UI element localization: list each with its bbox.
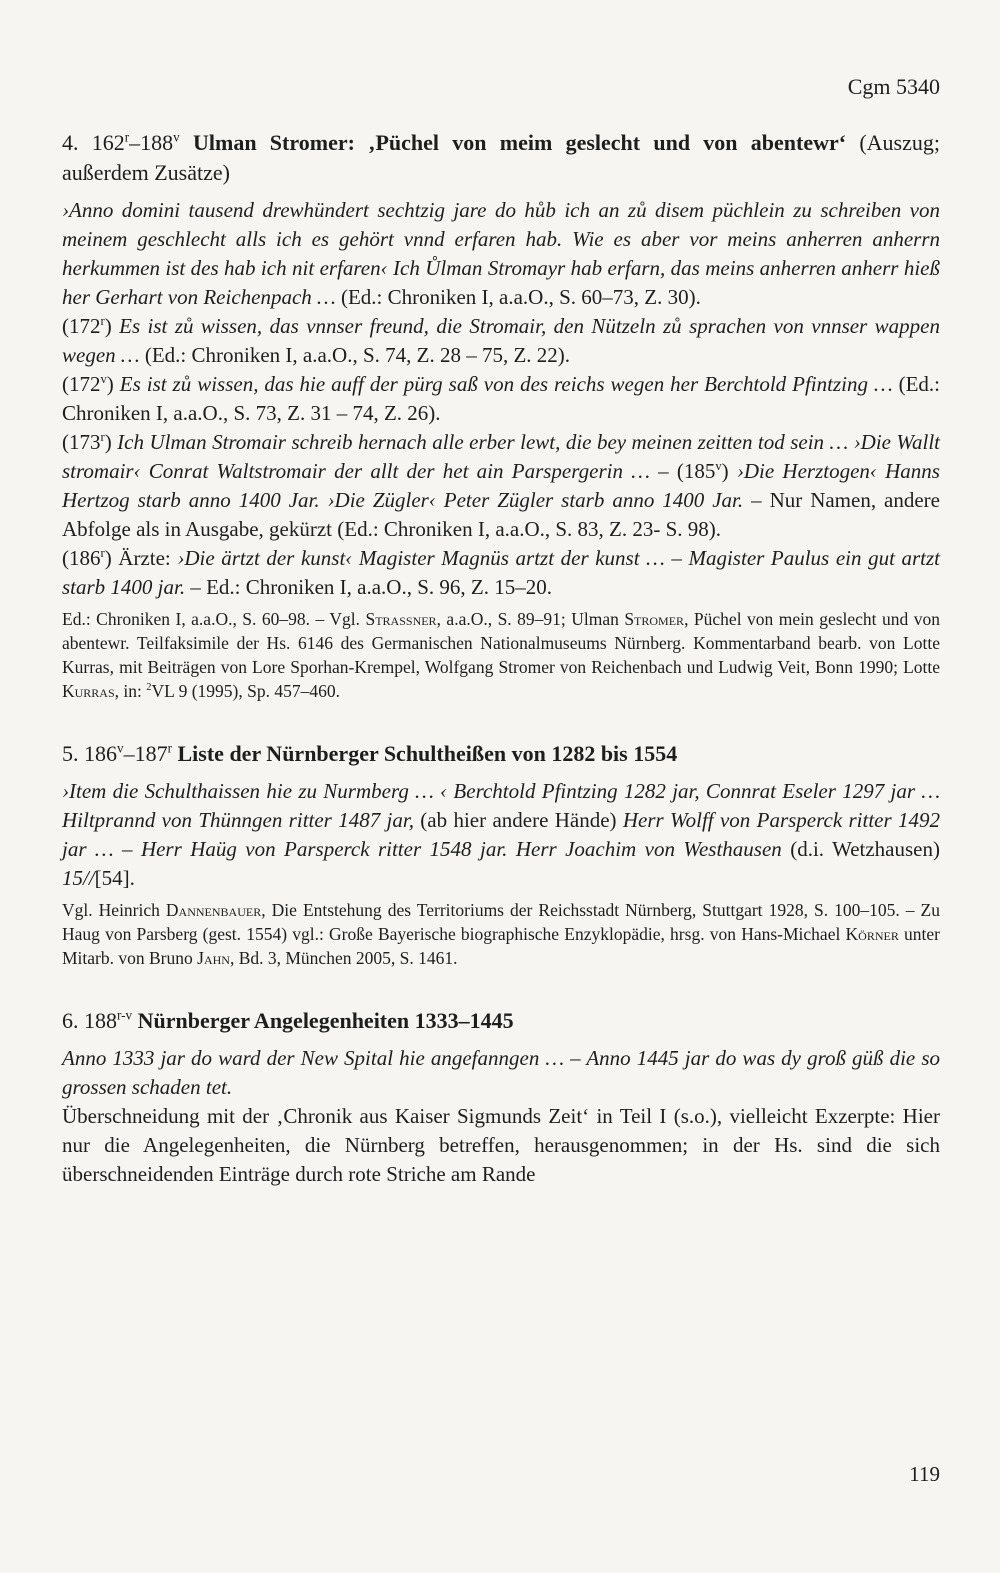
entry-4-addition-1: (172$^r$) Es ist zů wissen, das vnnser freund, die Stromair, den Nützeln zů sprachen von vnnser wappen wegen … (Ed.: Chroniken I, a.a.O., S. 74, Z. 28 – 75, Z. 22). (62, 314, 940, 367)
entry-5-literature: Vgl. Heinrich Dannenbauer, Die Entstehung des Territoriums der Reichsstadt Nürnberg, Stuttgart 1928, S. 100–105. – Zu Haug von Parsberg (gest. 1554) vgl.: Große Bayerische biographische Enzyklopädie, hrsg. von Hans-Michael Körner unter Mitarb. von Bruno Jahn, Bd. 3, München 2005, S. 1461. (62, 900, 940, 968)
entry-6-incipit: Anno 1333 jar do ward der New Spital hie angefanngen … – Anno 1445 jar do was dy groß güß die so grossen schaden tet. (62, 1046, 940, 1099)
entry-6-note: Überschneidung mit der ‚Chronik aus Kaiser Sigmunds Zeit‘ in Teil I (s.o.), vielleicht Exzerpte: Hier nur die Angelegenheiten, die Nürnberg betreffen, herausgenommen; in der Hs. sind die sich überschneidenden Einträge durch rote Striche am Rande (62, 1104, 940, 1186)
entry-4-addition-3: (173$^r$) Ich Ulman Stromair schreib hernach alle erber lewt, die bey meinen zeitten tod sein … ›Die Wallt stromair‹ Conrat Waltstromair der allt der het ain Parspergerin … – (185$^v$) ›Die Herztogen‹ Hanns Hertzog starb anno 1400 Jar. ›Die Zügler‹ Peter Zügler starb anno 1400 Jar. – Nur Namen, andere Abfolge als in Ausgabe, gekürzt (Ed.: Chroniken I, a.a.O., S. 83, Z. 23- S. 98). (62, 430, 940, 541)
entry-4-title: 4. 162$^r$–188$^v$ Ulman Stromer: ‚Püchel von meim geslecht und von abentewr‘ (Auszug; außerdem Zusätze) (62, 129, 940, 185)
entry-5-title: 5. 186$^v$–187$^r$ Liste der Nürnberger Schultheißen von 1282 bis 1554 (62, 740, 678, 766)
entry-4-addition-2: (172$^v$) Es ist zů wissen, das hie auff der pürg saß von des reichs wegen her Berchtold Pfintzing … (Ed.: Chroniken I, a.a.O., S. 73, Z. 31 – 74, Z. 26). (62, 372, 941, 425)
entry-6-heading: Nürnberger Angelegenheiten 1333–1445 (137, 1008, 514, 1033)
page-content (62, 128, 940, 1189)
entry-4-literature: Ed.: Chroniken I, a.a.O., S. 60–98. – Vgl. Strassner, a.a.O., S. 89–91; Ulman Stromer, Püchel von mein geslecht und von abentewr. Teilfaksimile der Hs. 6146 des Germanischen Nationalmuseums Nürnberg. Kommentarband bearb. von Lotte Kurras, mit Beiträgen von Lore Sporhan-Krempel, Wolfgang Stromer von Reichenbach und Ludwig Veit, Bonn 1990; Lotte Kurras, in: $^2$VL 9 (1995), Sp. 457–460. (62, 609, 940, 701)
entry-5-heading: Liste der Nürnberger Schultheißen von 1282 bis 1554 (177, 741, 678, 766)
entry-5-text: ›Item die Schulthaissen hie zu Nurmberg … ‹ Berchtold Pfintzing 1282 jar, Connrat Eseler 1297 jar … Hiltprannd von Thünngen ritter 1487 jar, (ab hier andere Hände) Herr Wolff von Parsperck ritter 1492 jar … – Herr Haüg von Parsperck ritter 1548 jar. Herr Joachim von Westhausen (d.i. Wetzhausen) 15//[54]. (62, 779, 941, 890)
book-page (62, 0, 940, 1573)
entry-4-incipit: ›Anno domini tausend drewhündert sechtzig jare do hůb ich an zů disem püchlein zu schreiben von meinem geschlecht alls ich es gehört vnnd erfaren hab. Wie es aber vor meins anherren anherrn herkummen ist des hab ich nit erfaren‹ Ich Ůlman Stromayr hab erfarn, das meins anherren anherr hieß her Gerhart von Reichenpach … (Ed.: Chroniken I, a.a.O., S. 60–73, Z. 30). (62, 198, 940, 309)
entry-4-addition-4: (186$^r$) Ärzte: ›Die ärtzt der kunst‹ Magister Magnüs artzt der kunst … – Magister Paulus ein gut artzt starb 1400 jar. – Ed.: Chroniken I, a.a.O., S. 96, Z. 15–20. (62, 546, 941, 599)
running-head: Cgm 5340 (847, 74, 940, 99)
entry-6-title: 6. 188$^{r-v}$ Nürnberger Angelegenheiten 1333–1445 (62, 1007, 514, 1033)
page-number: 119 (909, 1462, 940, 1486)
entry-4-heading: Ulman Stromer: ‚Püchel von meim geslecht und von abentewr‘ (193, 130, 847, 155)
